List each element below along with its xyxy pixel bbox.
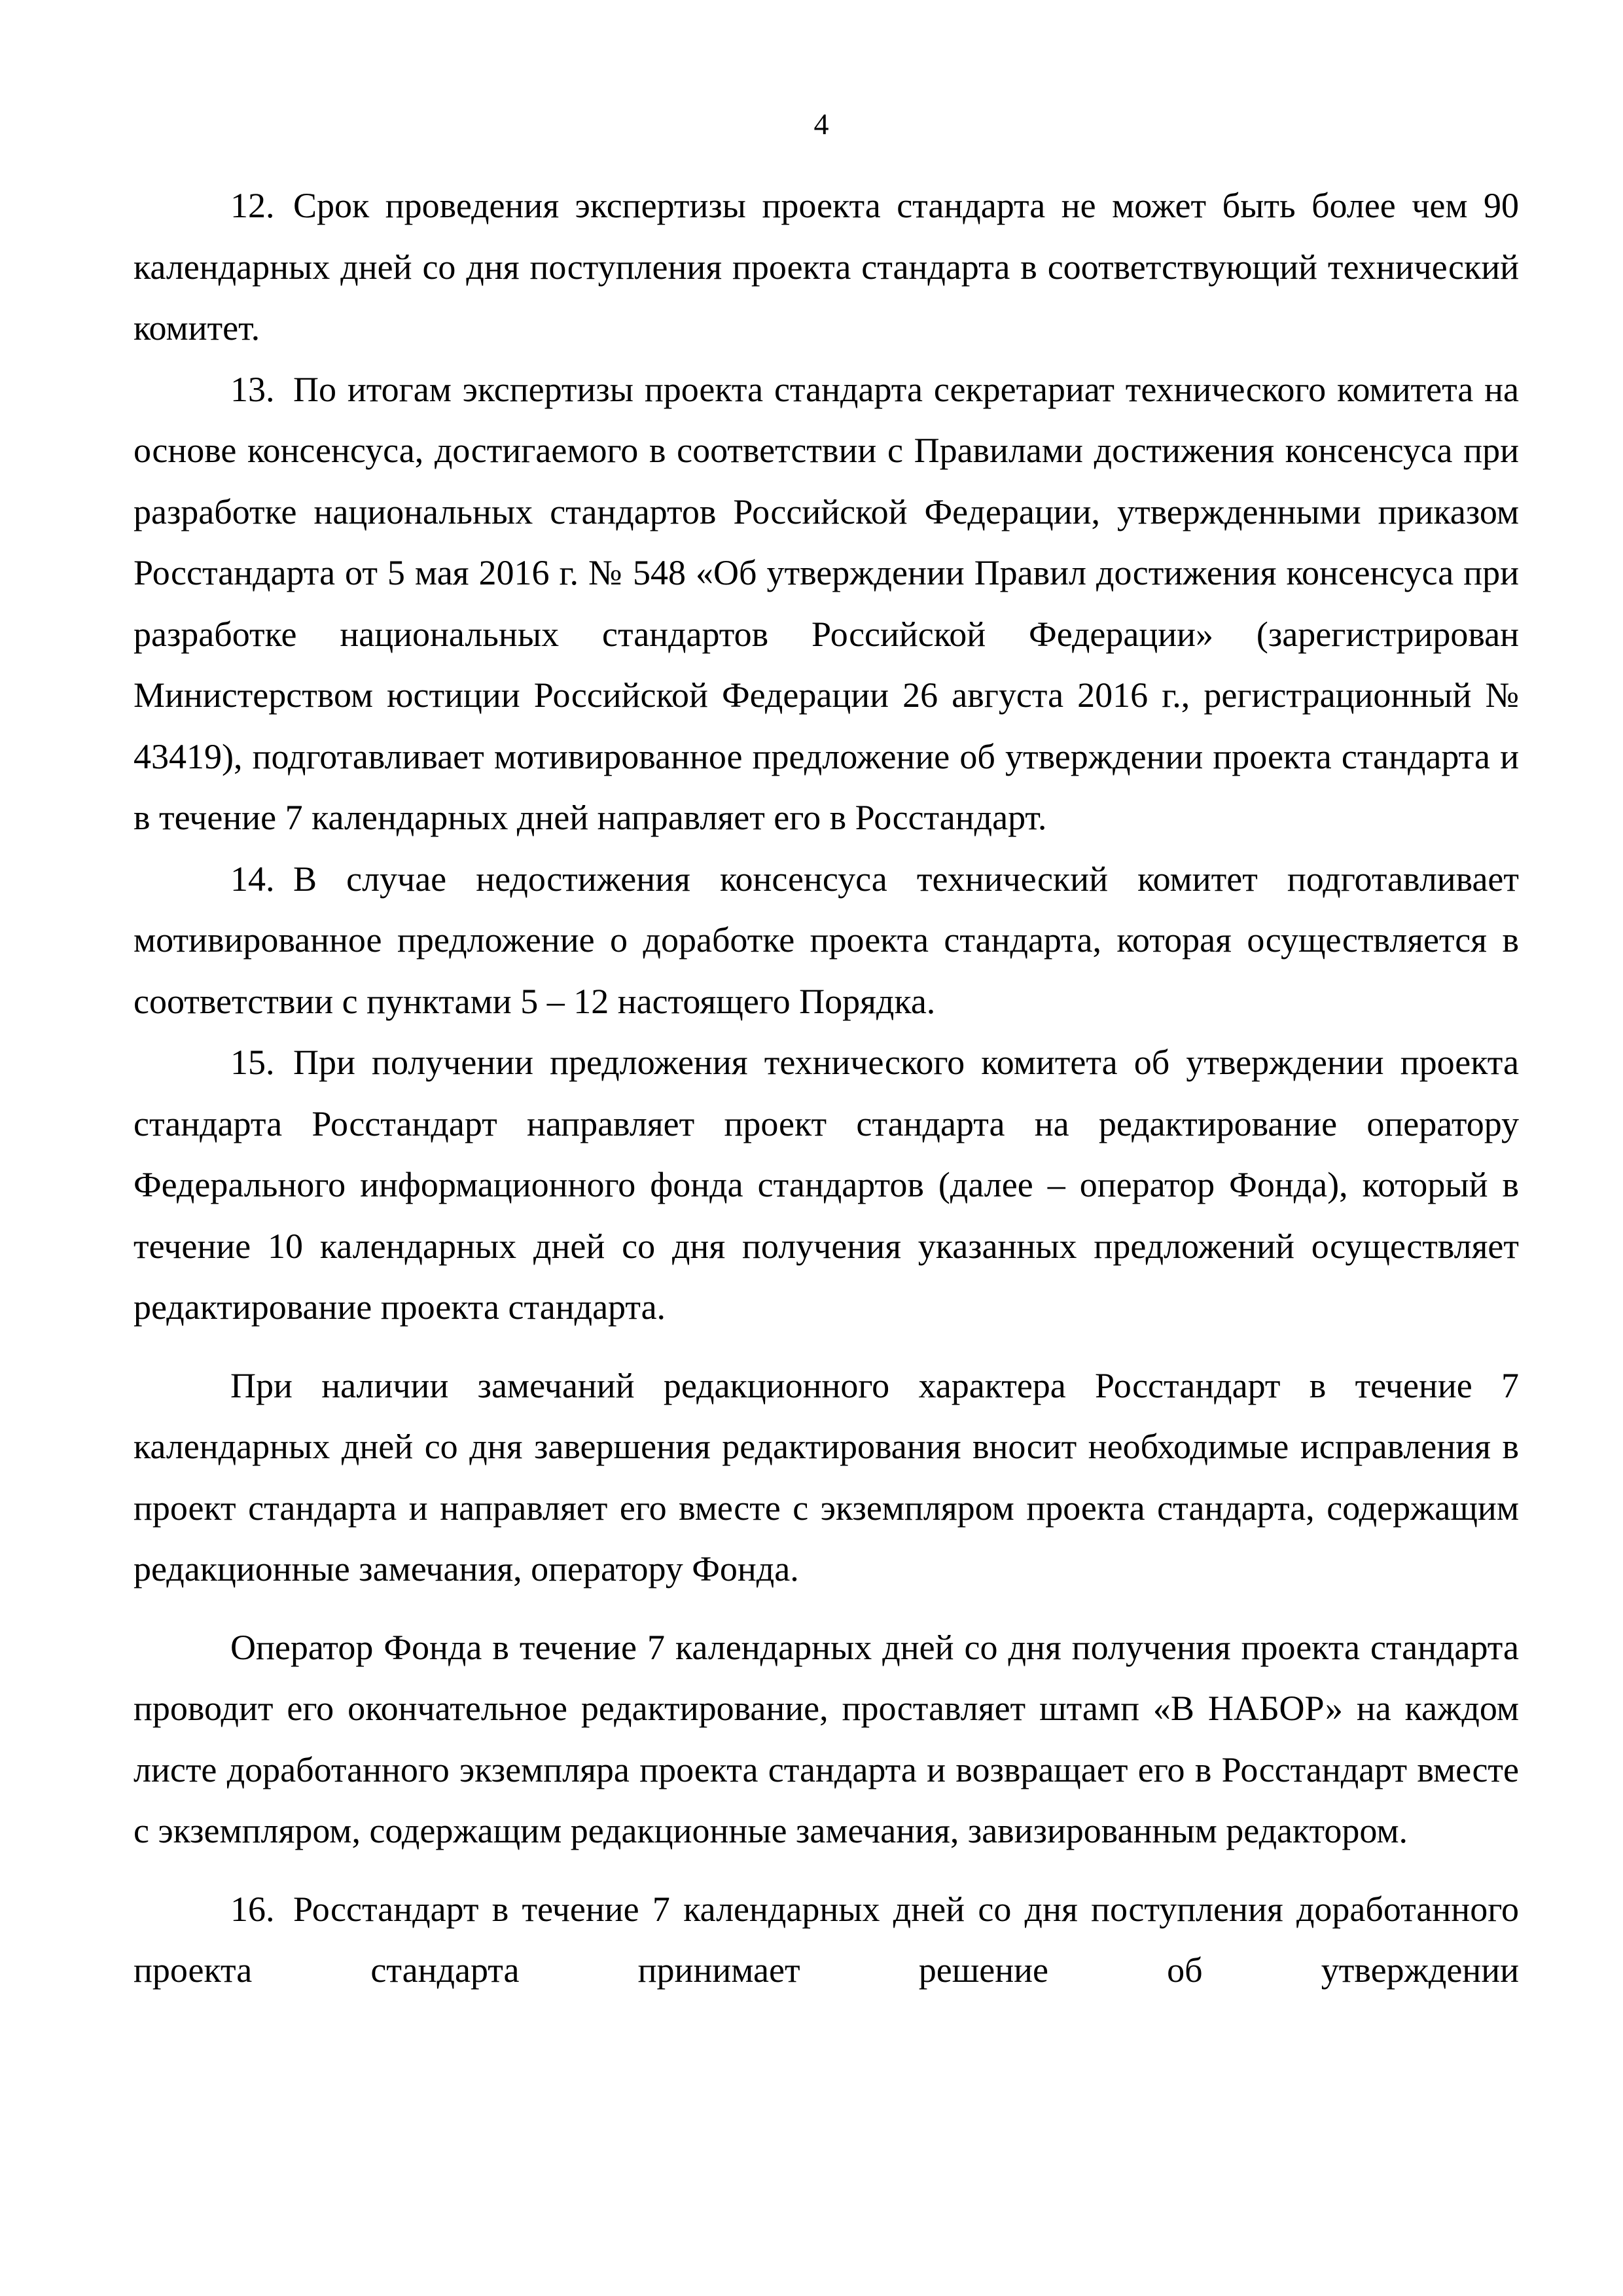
paragraph-number: 16. xyxy=(230,1889,275,1929)
paragraph-12 xyxy=(134,175,1519,359)
paragraph-15-final-editing xyxy=(134,1617,1519,1862)
paragraph-text: Оператор Фонда в течение 7 календарных дней со дня получения проекта стандарта проводит его окончательное редактирование, проставляет штамп «В НАБОР» на каждом листе доработанного экземпляра проекта стандарта и возвращает его в Росстандарт вместе с экземпляром, содержащим редакционные замечания, завизированным редактором. xyxy=(134,1627,1519,1850)
paragraph-14 xyxy=(134,849,1519,1033)
paragraph-number: 12. xyxy=(230,186,275,225)
paragraph-15-editorial-remarks xyxy=(134,1355,1519,1600)
paragraph-text: При получении предложения технического комитета об утверждении проекта стандарта Росстандарт направляет проект стандарта на редактирование оператору Федерального информационного фонда стандартов (далее – оператор Фонда), который в течение 10 календарных дней со дня получения указанных предложений осуществляет редактирование проекта стандарта. xyxy=(134,1043,1519,1327)
paragraph-15 xyxy=(134,1032,1519,1338)
paragraph-number: 13. xyxy=(230,369,275,409)
page-number: 4 xyxy=(813,107,829,141)
paragraph-number: 15. xyxy=(230,1043,275,1082)
paragraph-number: 14. xyxy=(230,859,275,899)
paragraph-text: Срок проведения экспертизы проекта стандарта не может быть более чем 90 календарных дней со дня поступления проекта стандарта в соответствующий технический комитет. xyxy=(134,186,1519,348)
paragraph-16 xyxy=(134,1879,1519,2001)
paragraph-text: Росстандарт в течение 7 календарных дней со дня поступления доработанного проекта стандарта принимает решение об утверждении xyxy=(134,1889,1519,1990)
paragraph-text: По итогам экспертизы проекта стандарта секретариат технического комитета на основе консенсуса, достигаемого в соответствии с Правилами достижения консенсуса при разработке национальных стандартов Российской Федерации, утвержденными приказом Росстандарта от 5 мая 2016 г. № 548 «Об утверждении Правил достижения консенсуса при разработке национальных стандартов Российской Федерации» (зарегистрирован Министерством юстиции Российской Федерации 26 августа 2016 г., регистрационный № 43419), подготавливает мотивированное предложение об утверждении проекта стандарта и в течение 7 календарных дней направляет его в Росстандарт. xyxy=(134,369,1519,837)
document-body xyxy=(134,175,1519,2001)
paragraph-text: При наличии замечаний редакционного характера Росстандарт в течение 7 календарных дней со дня завершения редактирования вносит необходимые исправления в проект стандарта и направляет его вместе с экземпляром проекта стандарта, содержащим редакционные замечания, оператору Фонда. xyxy=(134,1365,1519,1588)
paragraph-text: В случае недостижения консенсуса технический комитет подготавливает мотивированное предложение о доработке проекта стандарта, которая осуществляется в соответствии с пунктами 5 – 12 настоящего Порядка. xyxy=(134,859,1519,1021)
paragraph-13 xyxy=(134,359,1519,849)
